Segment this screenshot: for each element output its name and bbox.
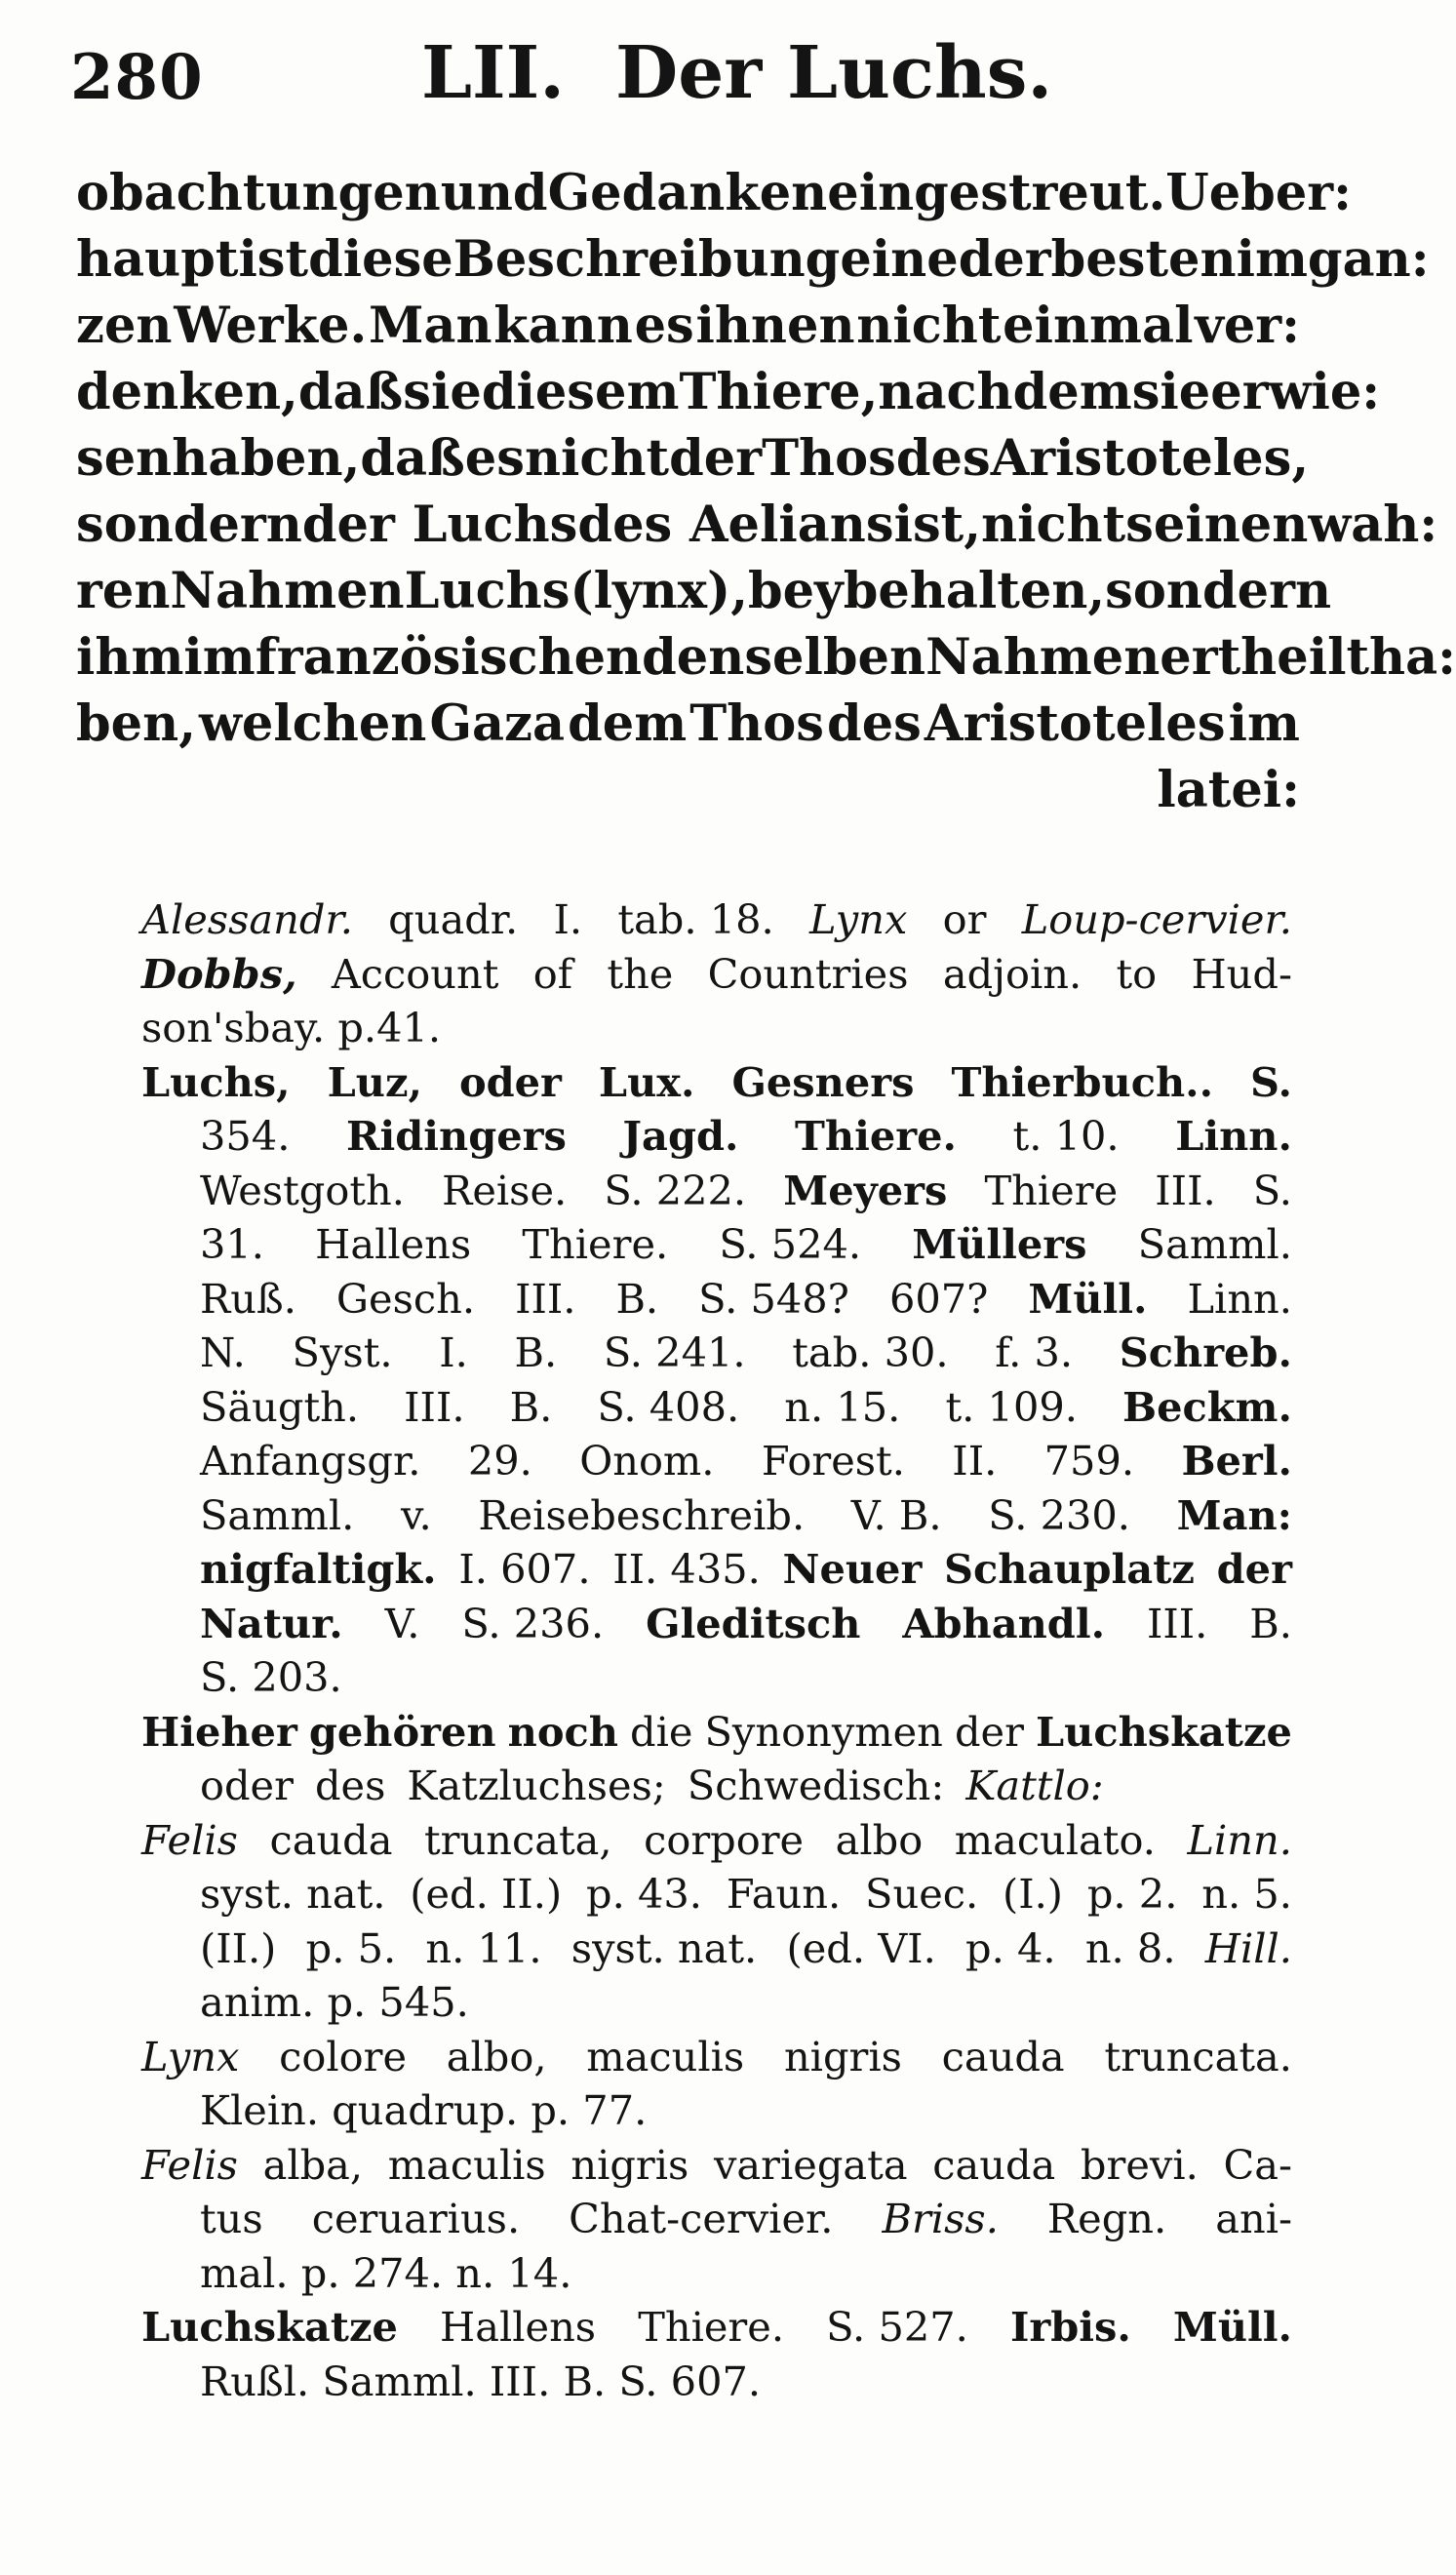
word: und [440,164,548,222]
word: beybehalten, [747,562,1106,620]
word: ist [238,230,309,289]
word: sondern [1105,562,1332,620]
word: ertheilt [1160,628,1370,687]
word: Nahmen [925,628,1161,687]
word: latei: [1157,761,1300,819]
page-header [60,27,1279,135]
word: Luchs [404,562,571,620]
word: Werke. [174,297,368,355]
word: diesem [481,363,680,421]
word: Ueber: [1165,164,1352,222]
reference-line: Säugth. III. B. S. 408. n. 15. t. 109. Beckm. [200,1382,1292,1431]
reference-line: Luchskatze Hallens Thiere. S. 527. Irbis. Müll. [141,2303,1292,2351]
word: ben, [76,694,196,753]
word: einmal [1003,297,1194,355]
reference-line: 354. Ridingers Jagd. Thiere. t. 10. Linn. [200,1112,1292,1160]
text-line [76,429,1310,495]
text-line [76,628,1456,694]
word: ihnen [695,297,855,355]
word: ha: [1369,628,1456,687]
word: sie [1131,363,1211,421]
word: zen [76,297,173,355]
chapter-name: Der Luchs. [615,31,1053,115]
word: Thos [762,429,896,488]
reference-line: Felis cauda truncata, corpore albo maculato. Linn. [141,1815,1292,1864]
reference-line: syst. nat. (ed. II.) p. 43. Faun. Suec. (I.) p. 2. n. 5. [200,1870,1292,1918]
word: Beschreibung [453,230,841,289]
reference-line: oder des Katzluchses; Schwedisch: Kattlo: [200,1762,1104,1809]
word: denselben [642,628,926,687]
word: daß [297,363,404,421]
reference-line: anim. p. 545. [200,1978,469,2026]
reference-line: Alessandr. quadr. I. tab. 18. Lynx or Loup-cervier. [141,895,1292,943]
reference-line: 31. Hallens Thiere. S. 524. Müllers Samml. [200,1220,1292,1268]
text-line [76,694,1300,761]
word: Aristoteles [924,694,1226,753]
word: nachdem [878,363,1132,421]
reference-line: Westgoth. Reise. S. 222. Meyers Thiere III. S. [200,1166,1292,1214]
main-text [76,164,1456,827]
reference-line: Luchs, Luz, oder Lux. Gesners Thierbuch.. S. [141,1057,1292,1106]
word: Aristoteles, [990,429,1310,488]
word: ver: [1195,297,1300,355]
reference-line: N. Syst. I. B. S. 241. tab. 30. f. 3. Schreb. [200,1328,1292,1376]
word: es [464,429,525,488]
reference-line: son'sbay. p.41. [141,1004,442,1051]
text-line [76,495,1438,562]
reference-line: tus ceruarius. Chat-cervier. Briss. Regn. ani- [200,2195,1292,2242]
word: denken, [76,363,298,421]
word: diese [308,230,453,289]
reference-line: mal. p. 274. n. 14. [200,2248,572,2297]
word: des [827,694,922,753]
reference-line: Hieher gehören noch die Synonymen der Luchskatze [141,1707,1292,1756]
word: ist, [893,495,981,554]
reference-line: Felis alba, maculis nigris variegata cauda brevi. Ca- [141,2140,1292,2189]
text-line [76,562,1332,628]
reference-line: Natur. V. S. 236. Gleditsch Abhandl. III. B. [200,1599,1292,1647]
word: sen [76,429,173,488]
word: daß [360,429,465,488]
word: im [1236,230,1308,289]
text-line [76,297,1300,363]
word: ihm [76,628,184,687]
word: nicht [856,297,1002,355]
reference-line: Lynx colore albo, maculis nigris cauda truncata. [141,2032,1292,2080]
word: (lynx), [570,562,748,620]
word: gan: [1307,230,1430,289]
word: besten [1050,230,1237,289]
page-number: 280 [70,41,204,114]
word: nicht [981,495,1126,554]
reference-line: Rußl. Samml. III. B. S. 607. [200,2357,762,2405]
text-line [76,164,1352,230]
word: Thiere, [679,363,879,421]
reference-line: (II.) p. 5. n. 11. syst. nat. (ed. VI. p. 4. n. 8. Hill. [200,1923,1292,1972]
word: der Luchs [301,495,578,554]
word: der [669,429,763,488]
word: haben, [172,429,361,488]
word: obachtungen [76,164,441,222]
word: wah: [1308,495,1438,554]
chapter-numeral: LII. [421,31,566,115]
reference-line: Klein. quadrup. p. 77. [200,2086,648,2134]
synonym-references [0,895,1346,2411]
word: eine [840,230,959,289]
word: es [634,297,694,355]
reference-line: Dobbs, Account of the Countries adjoin. to Hud- [141,949,1292,998]
reference-line: Samml. v. Reisebeschreib. V. B. S. 230. Man: [200,1490,1292,1539]
word: ren [76,562,171,620]
word: Thos [689,694,824,753]
word: der [958,230,1051,289]
word: französischen [255,628,643,687]
word: haupt [76,230,239,289]
reference-line: Ruß. Gesch. III. B. S. 548? 607? Müll. Linn. [200,1274,1292,1323]
word: eingestreut. [827,164,1166,222]
reference-line: Anfangsgr. 29. Onom. Forest. II. 759. Berl. [200,1437,1292,1485]
word: Gaza [429,694,566,753]
word: seinen [1125,495,1309,554]
word: sondern [76,495,302,554]
word: Nahmen [170,562,405,620]
word: dem [568,694,688,753]
word: erwie: [1210,363,1381,421]
word: Man [368,297,492,355]
reference-line: S. 203. [200,1653,342,1701]
text-line [76,230,1430,297]
word: im [1228,694,1300,753]
word: Gedanken [547,164,828,222]
word: des Aelians [577,495,894,554]
word: sie [403,363,482,421]
word: kann [493,297,633,355]
reference-line: nigfaltigk. I. 607. II. 435. Neuer Schauplatz der [200,1545,1292,1593]
chapter-title [421,31,1052,115]
word: im [183,628,256,687]
word: welchen [199,694,427,753]
word: des [895,429,991,488]
text-line [76,761,1300,827]
text-line [76,363,1381,429]
word: nicht [524,429,670,488]
